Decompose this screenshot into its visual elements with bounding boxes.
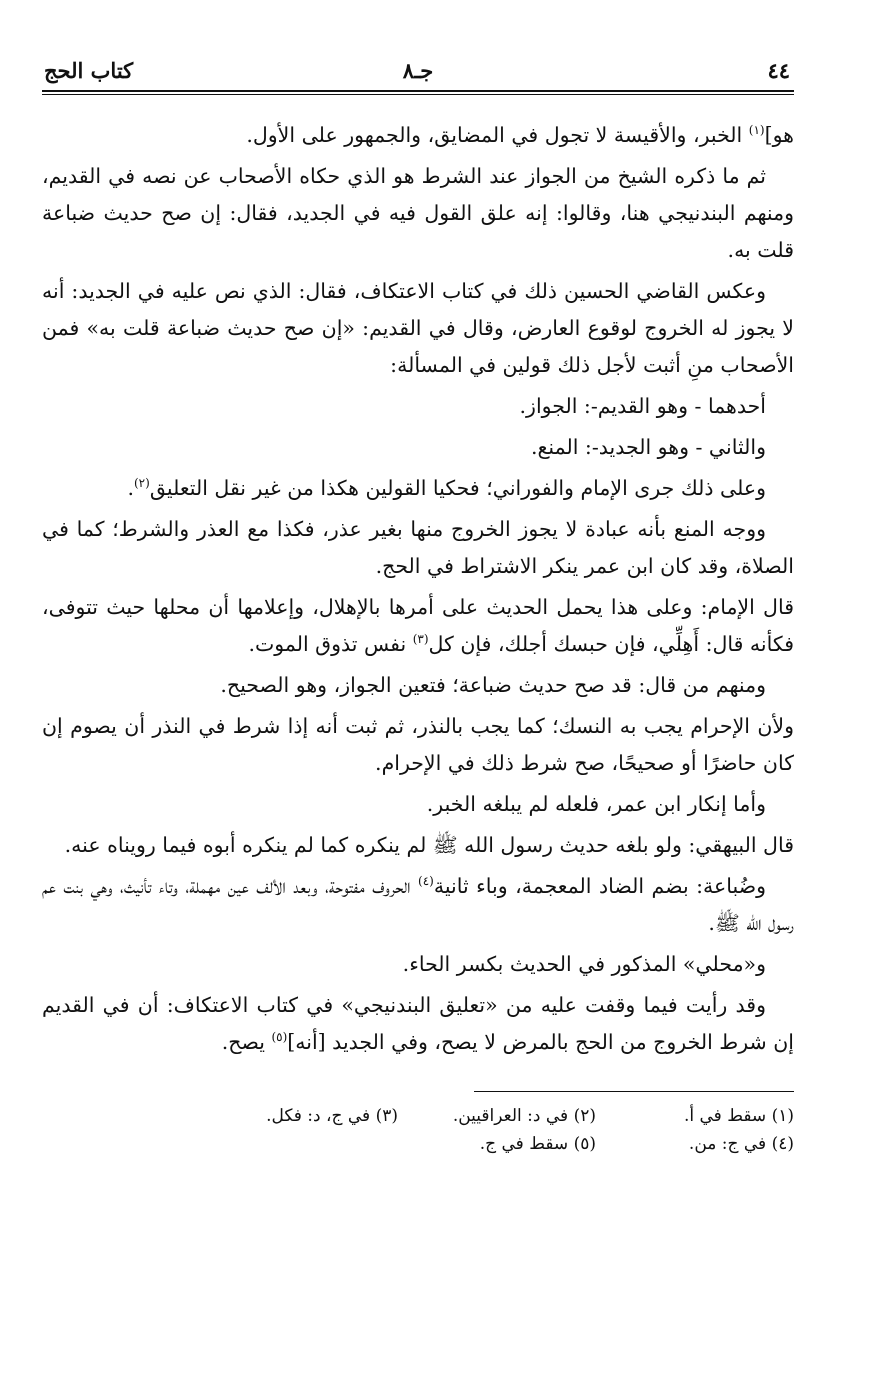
footnotes — [42, 1102, 794, 1158]
paragraph: وضُباعة: بضم الضاد المعجمة، وباء ثانية$^{(٤)}$ الحروف مفتوحة، وبعد الألف عين مهملة، وتاء تأنيث، وهي بنت عم رسول الله ﷺ. — [42, 874, 794, 935]
footnote-ref: (١) — [748, 123, 765, 138]
page-number: ٤٤ — [767, 58, 790, 83]
book-title: كتاب الحج — [44, 58, 134, 83]
footnote: (٤) في ج: من. — [688, 1134, 794, 1154]
footnote: (٣) في ج، د: فكل. — [266, 1106, 398, 1126]
volume-label: جـ٨ — [402, 58, 434, 83]
paragraph: قال الإمام: وعلى هذا يحمل الحديث على أمرها بالإهلال، وإعلامها أن محلها حيث تتوفى، فكأنه قال: أَهِلِّي، فإن حبسك أجلك، فإن كل$^{(٣)}$ نفس تذوق الموت. — [42, 595, 794, 656]
paragraph: ومنهم من قال: قد صح حديث ضباعة؛ فتعين الجواز، وهو الصحيح. — [220, 673, 766, 697]
footnote: (٢) في د: العراقيين. — [452, 1106, 596, 1126]
paragraph: وعكس القاضي الحسين ذلك في كتاب الاعتكاف، فقال: الذي نص عليه في الجديد: أنه لا يجوز له الخروج لوقوع العارض، وقال في القديم: «إن صح حديث ضباعة قلت به» فمن الأصحاب منِ أثبت لأجل ذلك قولين في المسألة: — [42, 279, 794, 377]
footnote-rule — [474, 1091, 794, 1092]
main-text — [42, 117, 794, 1061]
header-rule — [42, 90, 794, 92]
footnote-ref: (٣) — [412, 632, 429, 647]
footnote-ref: (٥) — [271, 1030, 288, 1045]
book-page — [42, 50, 794, 1340]
paragraph: والثاني - وهو الجديد-: المنع. — [531, 435, 766, 459]
footnote: (١) سقط في أ. — [683, 1106, 794, 1126]
running-header — [42, 50, 794, 90]
paragraph: وقد رأيت فيما وقفت عليه من «تعليق البندنيجي» في كتاب الاعتكاف: أن في القديم إن شرط الخروج من الحج بالمرض لا يصح، وفي الجديد [أنه]$^{(٥)}$ يصح. — [42, 993, 794, 1054]
paragraph: ثم ما ذكره الشيخ من الجواز عند الشرط هو الذي حكاه الأصحاب عن نصه في القديم، ومنهم البندنيجي هنا، وقالوا: إنه علق القول فيه في الجديد، فقال: إن صح حديث ضباعة قلت به. — [42, 164, 794, 262]
paragraph: أحدهما - وهو القديم-: الجواز. — [519, 394, 766, 418]
footnote-ref: (٢) — [133, 476, 150, 491]
paragraph: وأما إنكار ابن عمر، فلعله لم يبلغه الخبر. — [426, 792, 766, 816]
paragraph: و«محلي» المذكور في الحديث بكسر الحاء. — [402, 952, 766, 976]
paragraph: وعلى ذلك جرى الإمام والفوراني؛ فحكيا القولين هكذا من غير نقل التعليق$^{(٢)}$. — [127, 476, 766, 500]
paragraph: ولأن الإحرام يجب به النسك؛ كما يجب بالنذر، ثم ثبت أنه إذا شرط في النذر أن يصوم إن كان حاضرًا أو صحيحًا، صح شرط ذلك في الإحرام. — [42, 714, 794, 775]
paragraph: هو]$^{(١)}$ الخبر، والأقيسة لا تجول في المضايق، والجمهور على الأول. — [246, 123, 794, 147]
footnote-row — [42, 1102, 794, 1130]
footnote-ref: (٤) — [418, 874, 434, 889]
footnote: (٥) سقط في ج. — [479, 1134, 596, 1154]
paragraph: ووجه المنع بأنه عبادة لا يجوز الخروج منها بغير عذر، فكذا مع العذر والشرط؛ كما في الصلاة، وقد كان ابن عمر ينكر الاشتراط في الحج. — [42, 517, 794, 578]
paragraph: قال البيهقي: ولو بلغه حديث رسول الله ﷺ لم ينكره كما لم ينكره أبوه فيما رويناه عنه. — [64, 833, 794, 857]
header-rule-thin — [42, 94, 794, 95]
footnote-row — [42, 1130, 794, 1158]
